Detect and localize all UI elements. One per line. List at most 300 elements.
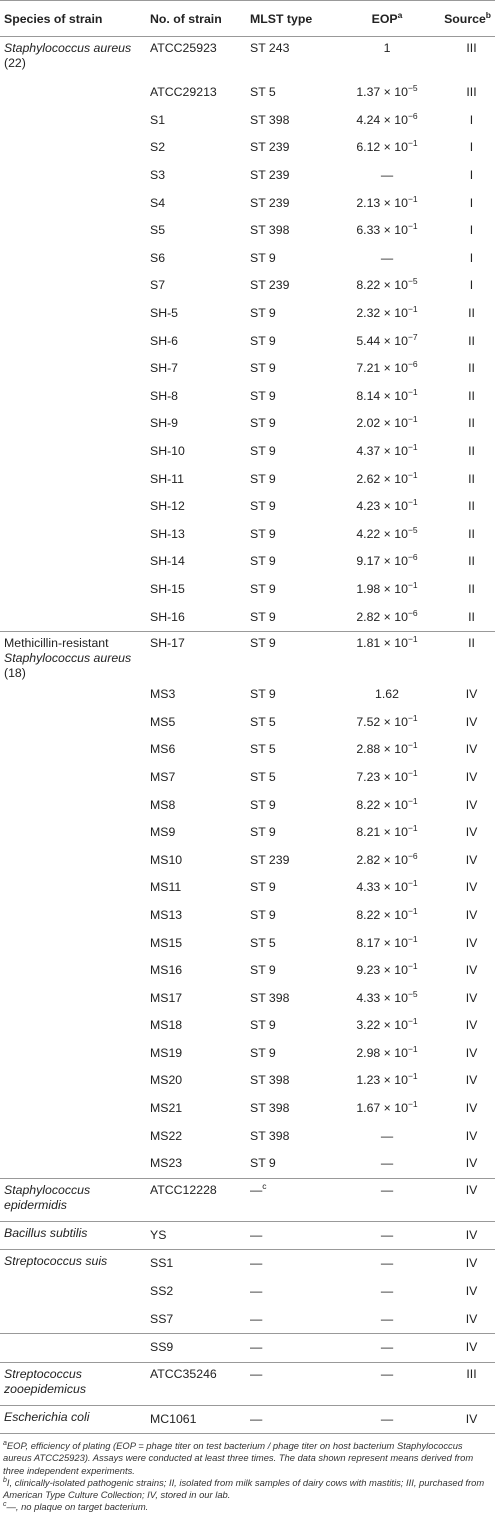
eop-exponent: −1 [407,878,418,889]
mlst-type: ST 9 [250,306,276,321]
strain-number-cell [146,383,246,411]
strain-number: SH-13 [150,526,185,541]
footnote-mark: b [3,1476,7,1484]
eop-value: — [380,1156,394,1171]
species-cell [0,819,146,847]
eop-value: 4.22 × 10 [356,526,408,541]
mlst-type: ST 9 [250,581,276,596]
source-cell [436,681,495,709]
table-row [0,189,495,217]
eop-value: 2.32 × 10 [356,306,408,321]
eop-value: 7.21 × 10 [356,361,408,376]
mlst-cell [246,1040,338,1068]
table-row [0,107,495,135]
strain-number: MS19 [150,1045,183,1060]
mlst-cell [246,134,338,162]
mlst-type: ST 9 [250,635,276,650]
species-cell [0,1040,146,1068]
source-cell [436,134,495,162]
eop-cell [338,1012,436,1040]
table-row [0,791,495,819]
eop-value: 6.12 × 10 [356,140,408,155]
mlst-type: ST 9 [250,825,276,840]
strain-number: SH-11 [150,471,184,486]
mlst-type: ST 239 [250,852,290,867]
eop-value: 2.88 × 10 [356,742,408,757]
mlst-type: ST 398 [250,1128,290,1143]
source-cell [436,1095,495,1123]
mlst-cell [246,410,338,438]
source-cell [436,521,495,549]
strain-number: S5 [150,223,166,238]
source-code: IV [465,1182,478,1197]
source-code: IV [465,797,478,812]
footnote-mark: a [3,1440,7,1447]
source-cell [436,189,495,217]
source-cell [436,1250,495,1278]
mlst-type: ST 398 [250,1073,290,1088]
eop-value: 3.22 × 10 [356,1018,408,1033]
table-row [0,272,495,300]
source-code: II [468,635,475,650]
mlst-type: ST 398 [250,112,290,127]
strain-number: MS11 [150,880,182,895]
eop-cell [338,1362,436,1405]
strain-number: SH-15 [150,581,185,596]
eop-cell [338,134,436,162]
strain-number: MS9 [150,825,176,840]
mlst-cell [246,681,338,709]
source-code: IV [465,825,478,840]
source-code: II [468,554,475,569]
source-footnote-mark: b [485,9,491,20]
source-code: IV [465,742,478,757]
source-code: IV [465,935,478,950]
footnote [3,1477,492,1501]
source-cell [436,1362,495,1405]
mlst-cell [246,1362,338,1405]
strain-number-cell [146,1122,246,1150]
mlst-type: — [250,1411,263,1426]
eop-exponent: −6 [407,552,418,563]
source-code: IV [465,687,478,702]
mlst-type: ST 5 [250,935,276,950]
eop-cell [338,1333,436,1362]
strain-number: S2 [150,140,166,155]
source-cell [436,107,495,135]
species-cell [0,410,146,438]
table-header [0,1,495,37]
strain-number: MS23 [150,1156,183,1171]
source-cell [436,603,495,631]
eop-exponent: −1 [407,221,418,232]
table-row [0,493,495,521]
eop-exponent: −7 [407,331,418,342]
eop-exponent: −1 [407,386,418,397]
source-cell [436,79,495,107]
strain-number-cell [146,410,246,438]
table-row [0,736,495,764]
eop-value: 4.33 × 10 [356,990,408,1005]
species-cell [0,438,146,466]
species-cell [0,383,146,411]
strain-number-cell [146,548,246,576]
strain-number: MS10 [150,852,183,867]
species-name: Bacillus subtilis [4,1225,88,1240]
species-cell [0,1122,146,1150]
species-cell [0,603,146,631]
mlst-cell [246,576,338,604]
species-cell [0,465,146,493]
eop-cell [338,1040,436,1068]
mlst-type: — [250,1311,263,1326]
source-code: IV [465,714,478,729]
strain-number-cell [146,957,246,985]
mlst-cell [246,272,338,300]
eop-cell [338,438,436,466]
strain-number: MS7 [150,769,176,784]
source-cell [436,576,495,604]
species-name: Streptococcus suis [4,1254,108,1269]
species-name: Escherichia coli [4,1409,90,1424]
mlst-cell [246,465,338,493]
species-cell [0,791,146,819]
strain-number: MS22 [150,1128,183,1143]
strain-number-cell [146,300,246,328]
table-row [0,984,495,1012]
source-cell [436,300,495,328]
table-body [0,37,495,1434]
mlst-cell [246,957,338,985]
mlst-type: — [250,1227,263,1242]
table-row [0,134,495,162]
strain-number-cell [146,576,246,604]
source-code: IV [465,1018,478,1033]
eop-cell [338,79,436,107]
source-cell [436,272,495,300]
eop-cell [338,1405,436,1434]
species-cell [0,957,146,985]
source-cell [436,1067,495,1095]
strain-number: SH-17 [150,635,185,650]
eop-value: 2.02 × 10 [356,416,408,431]
source-code: IV [465,1311,478,1326]
table-row [0,300,495,328]
table-row [0,548,495,576]
strain-number-cell [146,162,246,190]
eop-value: 8.21 × 10 [356,825,408,840]
source-code: IV [465,1128,478,1143]
mlst-type: — [250,1340,263,1355]
eop-exponent: −1 [407,1016,418,1027]
mlst-type: — [250,1256,263,1271]
eop-exponent: −1 [407,469,418,480]
eop-value: 8.22 × 10 [356,797,408,812]
mlst-type: ST 9 [250,687,276,702]
species-cell [0,1278,146,1306]
eop-value: 6.33 × 10 [356,223,408,238]
mlst-cell [246,1333,338,1362]
header-number: No. of strain [146,1,246,37]
strain-number-cell [146,984,246,1012]
eop-cell [338,1150,436,1178]
strain-number: SH-10 [150,444,185,459]
species-cell [0,107,146,135]
eop-exponent: −1 [407,1043,418,1054]
eop-value: 2.82 × 10 [356,609,408,624]
eop-exponent: −1 [407,795,418,806]
species-cell [0,1305,146,1333]
strain-number-cell [146,1067,246,1095]
source-code: IV [465,1340,478,1355]
eop-value: — [380,1411,394,1426]
mlst-cell [246,1250,338,1278]
species-cell [0,736,146,764]
source-cell [436,631,495,681]
strain-number-cell [146,134,246,162]
table-row [0,1122,495,1150]
source-code: IV [465,880,478,895]
mlst-cell [246,1012,338,1040]
footnote-text: EOP, efficiency of plating (EOP = phage titer on test bacterium / phage titer on host bacterium Staphylococcus aureus ATCC25923). Assays were conducted at least three times. The data shown represent means derived from three independent experiments. [3,1440,474,1476]
mlst-type: ST 9 [250,907,276,922]
strain-number-cell [146,1362,246,1405]
eop-exponent: −1 [407,1071,418,1082]
source-cell [436,1122,495,1150]
table-row [0,37,495,80]
strain-number-cell [146,1150,246,1178]
source-cell [436,327,495,355]
mlst-cell [246,631,338,681]
mlst-type: ST 9 [250,471,276,486]
strain-number: MS15 [150,935,183,950]
eop-cell [338,327,436,355]
eop-cell [338,1122,436,1150]
eop-value: 4.24 × 10 [356,112,408,127]
strain-number: ATCC29213 [150,85,217,100]
eop-cell [338,1305,436,1333]
eop-value: — [380,1227,394,1242]
source-cell [436,764,495,792]
strain-number: SH-12 [150,499,185,514]
strain-number-cell [146,764,246,792]
eop-value: 1 [383,41,391,55]
mlst-cell [246,1150,338,1178]
table-row [0,874,495,902]
strain-number-cell [146,1305,246,1333]
strain-number: SH-6 [150,333,179,348]
mlst-cell [246,79,338,107]
species-cell [0,493,146,521]
eop-value: 9.23 × 10 [356,963,408,978]
eop-exponent: −5 [407,276,418,287]
mlst-cell [246,1305,338,1333]
eop-exponent: −1 [407,579,418,590]
strain-number-cell [146,736,246,764]
eop-cell [338,1278,436,1306]
mlst-cell [246,438,338,466]
mlst-type: — [250,1284,263,1299]
eop-value: 8.17 × 10 [356,935,408,950]
eop-exponent: −1 [407,303,418,314]
table-row [0,1333,495,1362]
strain-number-cell [146,245,246,273]
table-row [0,631,495,681]
strain-number: S7 [150,278,166,293]
source-code: IV [465,963,478,978]
source-cell [436,957,495,985]
eop-cell [338,465,436,493]
strain-number: S6 [150,250,166,265]
source-code: III [466,85,477,100]
eop-cell [338,631,436,681]
strain-number: SH-8 [150,388,179,403]
eop-exponent: −1 [407,767,418,778]
source-code: II [468,333,475,348]
eop-value: 1.62 [375,687,399,702]
strain-number-cell [146,874,246,902]
strain-number-cell [146,846,246,874]
table-row [0,1012,495,1040]
source-cell [436,1278,495,1306]
source-cell [436,1012,495,1040]
source-code: II [468,306,475,321]
source-cell [436,846,495,874]
source-code: I [469,278,474,293]
eop-exponent: −1 [407,961,418,972]
species-count: (22) [4,56,26,70]
source-code: II [468,444,475,459]
footnote-text: —, no plaque on target bacterium. [6,1501,149,1513]
eop-cell [338,217,436,245]
eop-exponent: −6 [407,607,418,618]
mlst-cell [246,355,338,383]
eop-cell [338,708,436,736]
table-row [0,1305,495,1333]
strain-number: SH-7 [150,361,179,376]
mlst-cell [246,1095,338,1123]
source-cell [436,548,495,576]
mlst-cell [246,1221,338,1250]
mlst-cell [246,929,338,957]
source-code: I [469,223,474,238]
mlst-cell [246,1278,338,1306]
eop-cell [338,874,436,902]
eop-cell [338,603,436,631]
eop-cell [338,355,436,383]
eop-value: — [380,1256,394,1271]
header-eop: EOP$^a$ [338,1,436,37]
eop-cell [338,548,436,576]
mlst-type: ST 9 [250,1018,276,1033]
mlst-cell [246,874,338,902]
source-cell [436,355,495,383]
eop-value: — [380,250,394,265]
mlst-cell [246,819,338,847]
source-code: IV [465,1101,478,1116]
eop-exponent: −1 [407,933,418,944]
strain-number: MS16 [150,963,183,978]
species-cell [0,521,146,549]
eop-value: — [380,168,394,183]
table-row [0,764,495,792]
eop-value: — [380,1284,394,1299]
eop-exponent: −1 [407,414,418,425]
strain-number: SS2 [150,1284,174,1299]
strain-number-cell [146,929,246,957]
species-cell [0,1362,146,1405]
mlst-cell [246,1067,338,1095]
eop-value: 7.52 × 10 [356,714,408,729]
source-cell [436,1040,495,1068]
source-code: IV [465,1411,478,1426]
eop-cell [338,736,436,764]
source-code: I [469,168,474,183]
strain-number: SH-9 [150,416,179,431]
mlst-type: ST 9 [250,963,276,978]
eop-exponent: −1 [407,193,418,204]
mlst-type: ST 9 [250,880,276,895]
strain-number-cell [146,217,246,245]
source-cell [436,465,495,493]
source-cell [436,1221,495,1250]
eop-cell [338,819,436,847]
source-code: IV [465,769,478,784]
mlst-cell [246,902,338,930]
species-cell [0,548,146,576]
header-mlst: MLST type [246,1,338,37]
table-row [0,438,495,466]
eop-cell [338,681,436,709]
mlst-cell [246,521,338,549]
eop-value: — [380,1128,394,1143]
mlst-footnote-mark: c [262,1180,267,1191]
species-cell [0,929,146,957]
eop-value: 4.37 × 10 [356,444,408,459]
eop-value: 1.81 × 10 [356,635,408,650]
mlst-type: ST 9 [250,526,276,541]
mlst-type: ST 9 [250,1045,276,1060]
eop-cell [338,521,436,549]
eop-exponent: −1 [407,497,418,508]
table-row [0,79,495,107]
strain-number: ATCC12228 [150,1182,217,1197]
eop-value: 7.23 × 10 [356,769,408,784]
species-cell [0,1012,146,1040]
mlst-cell [246,708,338,736]
mlst-cell [246,245,338,273]
eop-cell [338,410,436,438]
strain-number: MS3 [150,687,176,702]
eop-value: 2.13 × 10 [356,195,408,210]
eop-footnote-mark: a [397,9,403,20]
strain-number-cell [146,1250,246,1278]
species-cell [0,764,146,792]
eop-cell [338,1250,436,1278]
source-code: IV [465,852,478,867]
source-code: I [469,140,474,155]
mlst-type: — [250,1182,263,1197]
source-cell [436,245,495,273]
eop-cell [338,245,436,273]
eop-cell [338,846,436,874]
source-code: IV [465,1256,478,1271]
table-row [0,521,495,549]
source-code: II [468,471,475,486]
eop-exponent: −1 [407,740,418,751]
eop-cell [338,1095,436,1123]
mlst-cell [246,107,338,135]
